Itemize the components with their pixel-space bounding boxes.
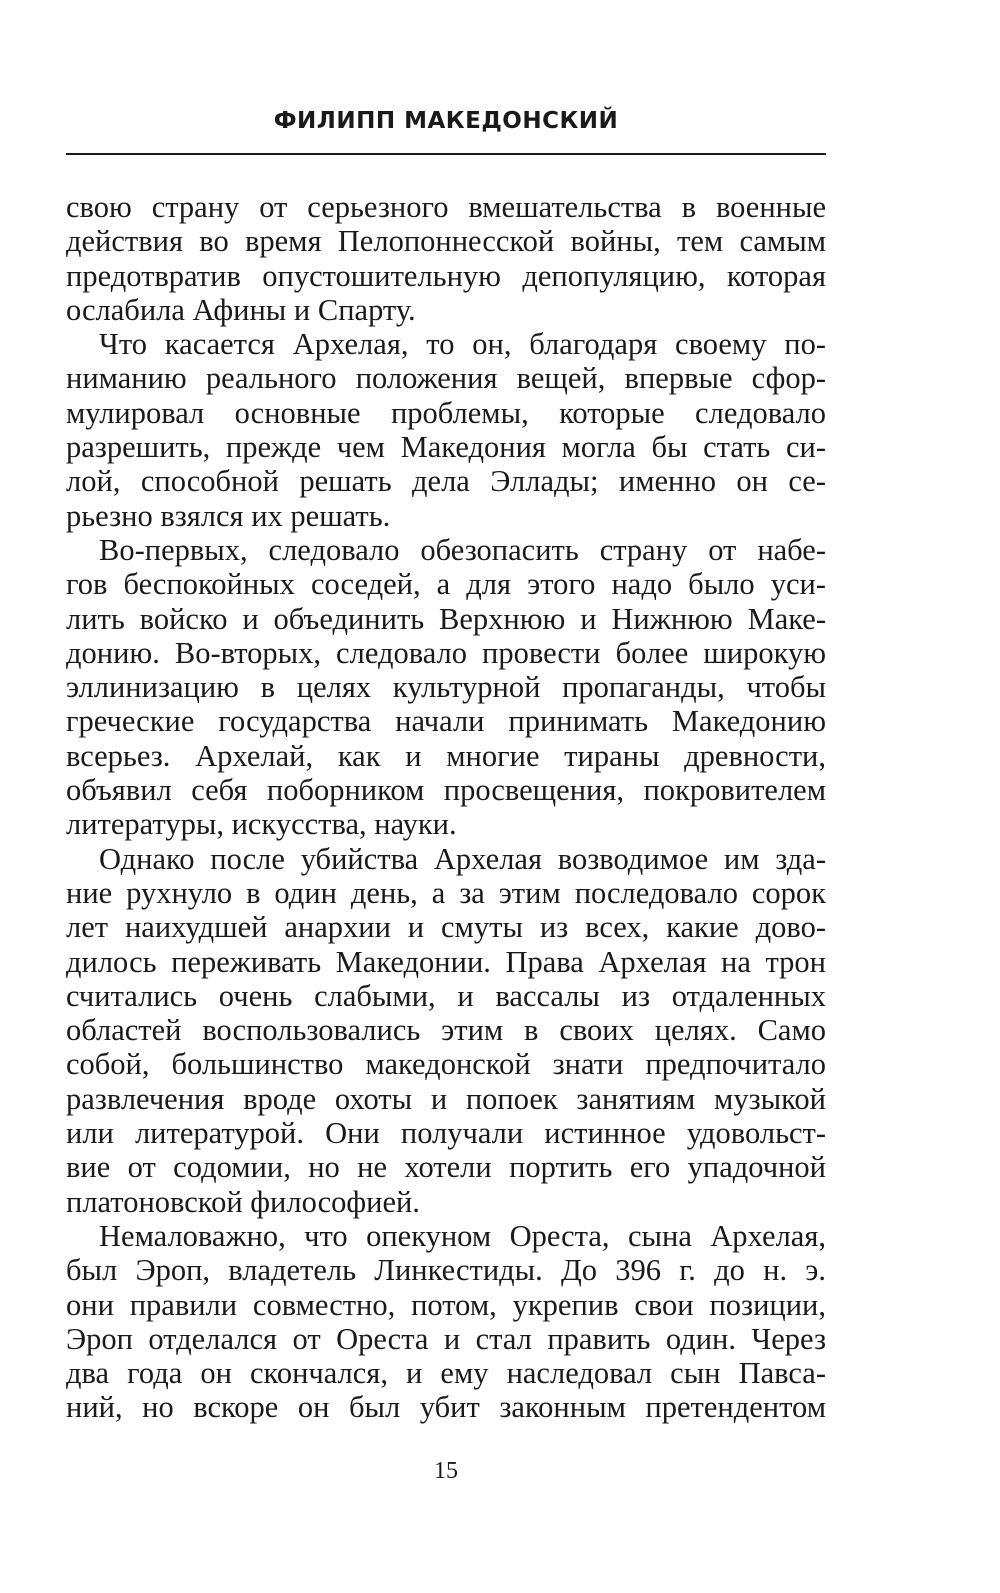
text-line: они правили совместно, потом, укрепив свои позиции, bbox=[66, 1287, 826, 1322]
page-number: 15 bbox=[434, 1458, 458, 1484]
text-line: разрешить, прежде чем Македония могла бы стать си- bbox=[66, 430, 826, 465]
paragraph-first-line: Немаловажно, что опекуном Ореста, сына Архелая, bbox=[99, 1218, 826, 1253]
text-line: греческие государства начали принимать Македонию bbox=[66, 704, 826, 739]
text-line: платоновской философией. bbox=[66, 1184, 420, 1219]
text-line: лет наихудшей анархии и смуты из всех, какие дово- bbox=[66, 910, 826, 945]
text-line: дилось переживать Македонии. Права Архелая на трон bbox=[66, 944, 826, 979]
text-line: эллинизацию в целях культурной пропаганды, чтобы bbox=[66, 670, 826, 705]
running-head: ФИЛИПП МАКЕДОНСКИЙ bbox=[273, 108, 619, 134]
text-line: литературы, искусства, науки. bbox=[66, 807, 457, 842]
body-text bbox=[66, 190, 826, 1425]
text-line: ние рухнуло в один день, а за этим последовало сорок bbox=[66, 875, 826, 910]
text-line: предотвратив опустошительную депопуляцию, которая bbox=[66, 258, 826, 293]
text-line: лой, способной решать дела Эллады; именно он се- bbox=[66, 464, 826, 499]
text-line: областей воспользовались этим в своих целях. Само bbox=[66, 1013, 826, 1048]
text-line: ний, но вскоре он был убит законным претендентом bbox=[66, 1390, 826, 1425]
text-line: ниманию реального положения вещей, впервые сфор- bbox=[66, 361, 826, 396]
text-line: гов беспокойных соседей, а для этого надо было уси- bbox=[66, 567, 826, 602]
text-line: свою страну от серьезного вмешательства в военные bbox=[66, 190, 826, 224]
text-line: вие от содомии, но не хотели портить его упадочной bbox=[66, 1150, 826, 1185]
text-line: считались очень слабыми, и вассалы из отдаленных bbox=[66, 978, 826, 1013]
paragraph-first-line: Однако после убийства Архелая возводимое им зда- bbox=[99, 841, 826, 876]
text-line: ослабила Афины и Спарту. bbox=[66, 292, 416, 327]
header-rule bbox=[66, 153, 826, 155]
text-line: действия во время Пелопоннесской войны, тем самым bbox=[66, 224, 826, 259]
text-line: лить войско и объединить Верхнюю и Нижнюю Маке- bbox=[66, 601, 826, 636]
text-line: донию. Во-вторых, следовало провести более широкую bbox=[66, 635, 826, 670]
paragraph-first-line: Во-первых, следовало обезопасить страну от набе- bbox=[99, 532, 826, 567]
paragraph-first-line: Что касается Архелая, то он, благодаря своему по- bbox=[99, 327, 826, 362]
text-line: Эроп отделался от Ореста и стал править один. Через bbox=[66, 1321, 826, 1356]
text-line: был Эроп, владетель Линкестиды. До 396 г. до н. э. bbox=[66, 1253, 826, 1288]
text-line: объявил себя поборником просвещения, покровителем bbox=[66, 773, 826, 808]
text-line: собой, большинство македонской знати предпочитало bbox=[66, 1047, 826, 1082]
text-line: рьезно взялся их решать. bbox=[66, 498, 391, 533]
text-line: мулировал основные проблемы, которые следовало bbox=[66, 395, 826, 430]
text-line: всерьез. Архелай, как и многие тираны древности, bbox=[66, 738, 826, 773]
text-line: развлечения вроде охоты и попоек занятиям музыкой bbox=[66, 1081, 826, 1116]
text-line: два года он скончался, и ему наследовал сын Павса- bbox=[66, 1356, 826, 1391]
text-line: или литературой. Они получали истинное удовольст- bbox=[66, 1116, 826, 1151]
